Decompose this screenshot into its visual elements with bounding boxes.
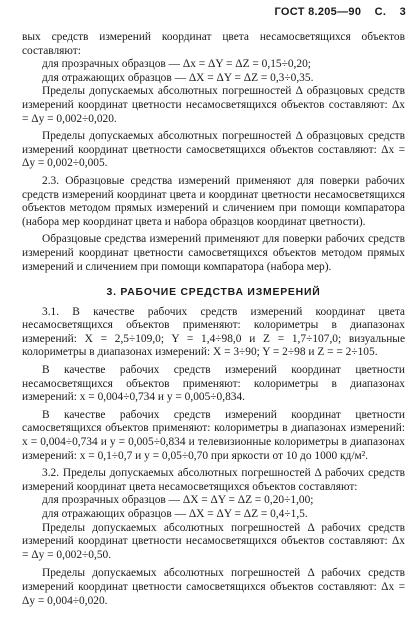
section-heading: 3. РАБОЧИЕ СРЕДСТВА ИЗМЕРЕНИЙ xyxy=(106,287,321,299)
standard-number: ГОСТ 8.205—90 xyxy=(274,6,362,18)
document-body xyxy=(22,31,405,608)
transparent-samples-line: для прозрачных образцов — Δx = ΔY = ΔZ = 0,15÷0,20; xyxy=(42,58,311,71)
paragraph-reference-use: Образцовые средства измерений применяют для поверки рабочих средств измерений координат цветности самосветящихся объектов методом прямых измерений и сличением при помощи компаратора (набора мер). xyxy=(22,233,405,273)
paragraph-limits-luminous: Пределы допускаемых абсолютных погрешностей Δ образцовых средств измерений координат цветности самосветящихся объектов составляют: Δx = Δy = 0,002÷0,005. xyxy=(22,130,405,170)
paragraph-3-2: 3.2. Пределы допускаемых абсолютных погрешностей Δ рабочих средств измерений координат цвета несамосветящихся объектов составляют: xyxy=(22,467,405,493)
change-mark: С. xyxy=(374,6,387,18)
paragraph-continuation: вых средств измерений координат цвета несамосветящихся объектов составляют: xyxy=(22,31,405,57)
page-number: 3 xyxy=(399,6,406,18)
paragraph-3-1: 3.1. В качестве рабочих средств измерений координат цвета несамосветящихся объектов применяют: колориметры в диапазонах измерений: X = 2,5÷109,0; Y = 1,4÷98,0 и Z = 1,7÷107,0; визуальные колориметры в диапазонах измерений: X = 3÷90; Y = 2÷98 и Z = = 2÷105. xyxy=(22,305,405,359)
paragraph-working-luminous: Пределы допускаемых абсолютных погрешностей Δ рабочих средств измерений координат цветности самосветящихся объектов составляют: Δx = Δy = 0,004÷0,020. xyxy=(22,567,405,607)
page-header xyxy=(264,6,406,18)
paragraph-limits-nonluminous: Пределы допускаемых абсолютных погрешностей Δ образцовых средств измерений координат цветности несамосветящихся объектов составляют: Δx = Δy = 0,002÷0,020. xyxy=(22,85,405,125)
working-reflective-line: для отражающих образцов — ΔX = ΔY = ΔZ = 0,4÷1,5. xyxy=(42,508,308,520)
paragraph-chromaticity-nonluminous: В качестве рабочих средств измерений координат цветности несамосветящихся объектов применяют: колориметры в диапазонах измерений: x = 0,004÷0,734 и y = 0,005÷0,834. xyxy=(22,364,405,404)
working-transparent-line: для прозрачных образцов — ΔX = ΔY = ΔZ = 0,20÷1,00; xyxy=(42,494,314,507)
paragraph-working-nonluminous: Пределы допускаемых абсолютных погрешностей Δ рабочих средств измерений координат цветности несамосветящихся объектов составляют: Δx = Δy = 0,002÷0,50. xyxy=(22,521,405,561)
paragraph-chromaticity-luminous: В качестве рабочих средств измерений координат цветности самосветящихся объектов применяют: колориметры в диапазонах измерений: x = 0,004÷0,734 и y = 0,005÷0,834 и телевизионные колориметры в диапазонах измерений: x = 0,1÷0,7 и y = 0,05÷0,70 при яркости от 10 до 1000 кд/м². xyxy=(22,408,405,462)
paragraph-2-3: 2.3. Образцовые средства измерений применяют для поверки рабочих средств измерений координат цвета и координат цветности несамосветящихся объектов методом прямых измерений и сличением при помощи компаратора (набора мер координат цвета и набора образцов координат цветности). xyxy=(22,174,405,228)
reflective-samples-line: для отражающих образцов — ΔX = ΔY = ΔZ = 0,3÷0,35. xyxy=(42,71,314,84)
